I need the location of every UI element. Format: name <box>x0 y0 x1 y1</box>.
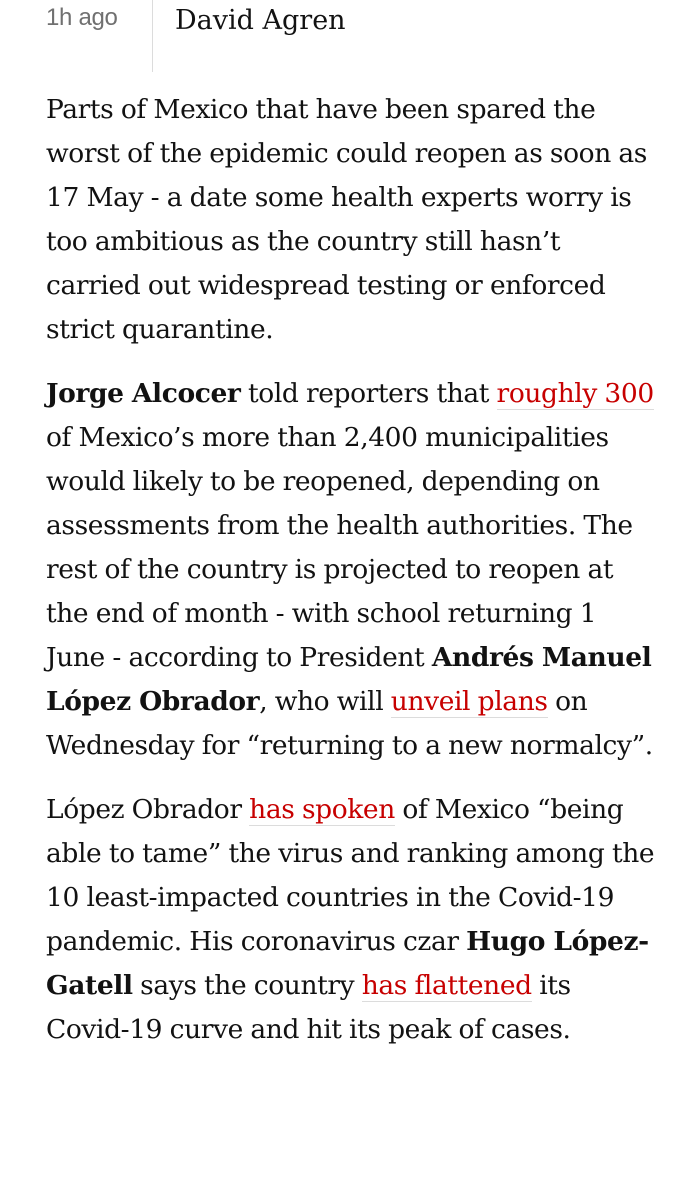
link-has-flattened[interactable]: has flattened <box>361 970 532 1001</box>
paragraph-2-text-2: of Mexico’s more than 2,400 municipalities would likely to be reopened, depending on assessments from the health authorities. The rest of the country is projected to reopen at the end of month - with school returning 1 June - according to President <box>46 422 633 673</box>
entry-header <box>0 0 692 74</box>
paragraph-3-text-4: its Covid-19 curve and hit its peak of cases. <box>46 970 571 1045</box>
paragraph-1-text: Parts of Mexico that have been spared the worst of the epidemic could reopen as soon as 17 May - a date some health experts worry is too ambitious as the country still hasn’t carried out widespread testing or enforced strict quarantine. <box>46 94 648 345</box>
entry-timestamp: 1h ago <box>46 4 118 31</box>
paragraph-2-text-4: on Wednesday for “returning to a new normalcy”. <box>46 686 653 761</box>
paragraph-2 <box>46 372 656 768</box>
person-name-jorge-alcocer: Jorge Alcocer <box>46 378 241 409</box>
person-name-amlo: Andrés Manuel López Obrador <box>46 642 652 717</box>
article-body <box>46 88 656 1072</box>
paragraph-3-text-1: López Obrador <box>46 794 250 825</box>
link-has-spoken[interactable]: has spoken <box>249 794 395 825</box>
paragraph-2-text-3: , who will <box>259 686 391 717</box>
paragraph-3 <box>46 788 656 1052</box>
entry-author: David Agren <box>175 5 346 36</box>
person-name-hugo-lopez-gatell: Hugo López-Gatell <box>46 926 649 1001</box>
paragraph-1 <box>46 88 656 352</box>
paragraph-3-text-3: says the country <box>132 970 362 1001</box>
link-unveil-plans[interactable]: unveil plans <box>390 686 548 717</box>
link-roughly-300[interactable]: roughly 300 <box>496 378 654 409</box>
header-divider <box>152 0 153 72</box>
paragraph-3-text-2: of Mexico “being able to tame” the virus and ranking among the 10 least-impacted countries in the Covid-19 pandemic. His coronavirus czar <box>46 794 655 957</box>
paragraph-2-text-1: told reporters that <box>240 378 497 409</box>
